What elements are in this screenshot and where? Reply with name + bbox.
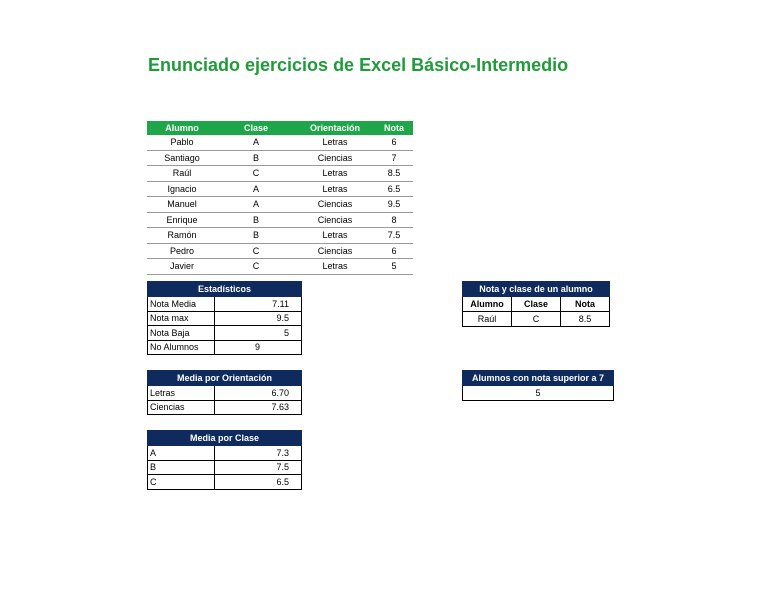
students-table: [147, 121, 413, 275]
header-alumno: Alumno: [147, 121, 217, 135]
clase-label: B: [148, 460, 215, 475]
orientacion-cell[interactable]: Letras: [295, 135, 375, 150]
media-orientacion-title: Media por Orientación: [148, 371, 302, 386]
nota-clase-clase-value[interactable]: C: [512, 312, 561, 327]
orientacion-label: Ciencias: [148, 400, 215, 415]
orientacion-cell[interactable]: Letras: [295, 181, 375, 197]
table-row: [147, 166, 413, 182]
nota-cell[interactable]: 5: [375, 259, 413, 275]
alumno-cell[interactable]: Ignacio: [147, 181, 217, 197]
stat-value[interactable]: 5: [215, 326, 302, 341]
nota-cell[interactable]: 6: [375, 243, 413, 259]
table-row: [147, 181, 413, 197]
media-clase-table: [147, 430, 302, 490]
orientacion-value[interactable]: 7.63: [215, 400, 302, 415]
header-clase: Clase: [217, 121, 295, 135]
table-row: [148, 340, 302, 355]
superior-value[interactable]: 5: [463, 386, 614, 401]
table-row: [147, 243, 413, 259]
clase-value[interactable]: 7.5: [215, 460, 302, 475]
clase-cell[interactable]: A: [217, 197, 295, 213]
table-row: [148, 297, 302, 312]
alumno-cell[interactable]: Pedro: [147, 243, 217, 259]
clase-cell[interactable]: C: [217, 243, 295, 259]
nota-cell[interactable]: 6: [375, 135, 413, 150]
page-title: Enunciado ejercicios de Excel Básico-Intermedio: [148, 55, 569, 75]
table-row: [148, 386, 302, 401]
stat-label: Nota Media: [148, 297, 215, 312]
nota-clase-alumno-input[interactable]: Raúl: [463, 312, 512, 327]
orientacion-cell[interactable]: Ciencias: [295, 212, 375, 228]
stat-label: Nota max: [148, 311, 215, 326]
media-clase-title: Media por Clase: [148, 431, 302, 446]
stat-value[interactable]: 7.11: [215, 297, 302, 312]
table-row: [147, 259, 413, 275]
clase-label: C: [148, 475, 215, 490]
nota-cell[interactable]: 7: [375, 150, 413, 166]
superior-table: [462, 370, 614, 401]
nota-clase-header-alumno: Alumno: [463, 297, 512, 312]
media-orientacion-table: [147, 370, 302, 415]
orientacion-label: Letras: [148, 386, 215, 401]
alumno-cell[interactable]: Santiago: [147, 150, 217, 166]
alumno-cell[interactable]: Manuel: [147, 197, 217, 213]
nota-cell[interactable]: 7.5: [375, 228, 413, 244]
table-row: [148, 460, 302, 475]
orientacion-cell[interactable]: Ciencias: [295, 150, 375, 166]
clase-cell[interactable]: C: [217, 259, 295, 275]
superior-title: Alumnos con nota superior a 7: [463, 371, 614, 386]
clase-cell[interactable]: C: [217, 166, 295, 182]
nota-clase-title: Nota y clase de un alumno: [463, 282, 610, 297]
nota-cell[interactable]: 9.5: [375, 197, 413, 213]
orientacion-cell[interactable]: Letras: [295, 259, 375, 275]
clase-value[interactable]: 7.3: [215, 446, 302, 461]
alumno-cell[interactable]: Ramón: [147, 228, 217, 244]
table-row: [147, 150, 413, 166]
clase-cell[interactable]: A: [217, 181, 295, 197]
nota-clase-header-nota: Nota: [561, 297, 610, 312]
table-row: [148, 400, 302, 415]
clase-cell[interactable]: A: [217, 135, 295, 150]
nota-clase-table: [462, 281, 610, 327]
clase-value[interactable]: 6.5: [215, 475, 302, 490]
orientacion-value[interactable]: 6.70: [215, 386, 302, 401]
students-header-row: [147, 121, 413, 135]
orientacion-cell[interactable]: Ciencias: [295, 243, 375, 259]
table-row: [463, 312, 610, 327]
table-row: [148, 311, 302, 326]
stat-value[interactable]: 9.5: [215, 311, 302, 326]
clase-cell[interactable]: B: [217, 212, 295, 228]
nota-clase-nota-value[interactable]: 8.5: [561, 312, 610, 327]
nota-cell[interactable]: 6.5: [375, 181, 413, 197]
orientacion-cell[interactable]: Letras: [295, 166, 375, 182]
nota-clase-header-row: [463, 297, 610, 312]
nota-cell[interactable]: 8.5: [375, 166, 413, 182]
clase-label: A: [148, 446, 215, 461]
header-nota: Nota: [375, 121, 413, 135]
stat-value[interactable]: 9: [215, 340, 302, 355]
table-row: [148, 326, 302, 341]
nota-cell[interactable]: 8: [375, 212, 413, 228]
estadisticos-table: [147, 281, 302, 355]
table-row: [148, 475, 302, 490]
table-row: [463, 386, 614, 401]
nota-clase-header-clase: Clase: [512, 297, 561, 312]
stat-label: Nota Baja: [148, 326, 215, 341]
table-row: [148, 446, 302, 461]
header-orientacion: Orientación: [295, 121, 375, 135]
estadisticos-title: Estadísticos: [148, 282, 302, 297]
alumno-cell[interactable]: Javier: [147, 259, 217, 275]
table-row: [147, 228, 413, 244]
table-row: [147, 135, 413, 150]
alumno-cell[interactable]: Enrique: [147, 212, 217, 228]
alumno-cell[interactable]: Pablo: [147, 135, 217, 150]
table-row: [147, 197, 413, 213]
orientacion-cell[interactable]: Letras: [295, 228, 375, 244]
alumno-cell[interactable]: Raúl: [147, 166, 217, 182]
orientacion-cell[interactable]: Ciencias: [295, 197, 375, 213]
clase-cell[interactable]: B: [217, 228, 295, 244]
clase-cell[interactable]: B: [217, 150, 295, 166]
stat-label: No Alumnos: [148, 340, 215, 355]
table-row: [147, 212, 413, 228]
